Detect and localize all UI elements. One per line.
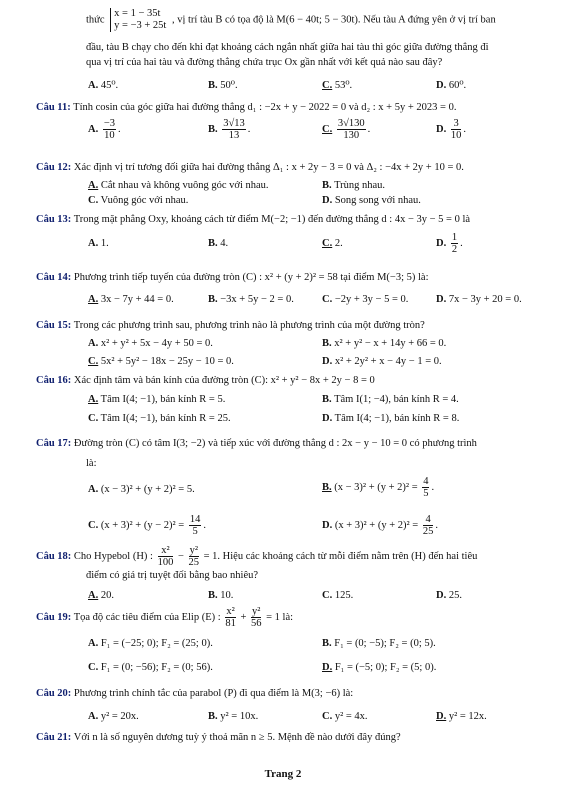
option-b[interactable]: B. −3x + 5y − 2 = 0.: [208, 294, 294, 305]
intro-line-1: [86, 8, 546, 32]
option-a[interactable]: A. $\frac{-3}{10}$ .: [88, 118, 121, 141]
option-d[interactable]: D. $\frac{1}{2}$ .: [436, 232, 463, 255]
question-text: Phương trình tiếp tuyến của đường tròn (C) : x² + (y + 2)² = 58 tại điểm M(−3; 5) là:: [73, 272, 429, 283]
question-15: [36, 318, 536, 333]
option-c[interactable]: C. F₁ = (0; −56); F₂ = (0; 56).: [88, 662, 213, 673]
question-18: Câu 18: Cho Hypebol (H) : $\frac{\text{x²}}{100}$ − $\frac{\text{y²}}{25}$ = 1. Hiệu các khoảng cách từ mỗi điểm nằm trên (H) đến hai tiêu: [36, 545, 478, 568]
question-19: Câu 19: Tọa độ các tiêu điểm của Elip (E) : $\frac{\text{x²}}{81}$ + $\frac{\text{y²}}{56}$ = 1 là:: [36, 606, 294, 629]
option-d[interactable]: D. x² + 2y² + x − 4y − 1 = 0.: [322, 356, 442, 367]
question-text-continued: là:: [86, 458, 97, 469]
system-eq-1: x = 1 − 35t: [114, 8, 161, 19]
question-11: [36, 100, 536, 115]
option-c[interactable]: C. 53⁰.: [322, 80, 353, 91]
question-number: Câu 15:: [36, 320, 72, 331]
option-d[interactable]: D. (x + 3)² + (y + 2)² = $\frac{4}{25}$ .: [322, 514, 438, 537]
question-text: Xác định tâm và bán kính của đường tròn (C): x² + y² − 8x + 2y − 8 = 0: [73, 375, 375, 386]
question-text: = 1 là:: [263, 611, 294, 623]
question-17-options: [36, 476, 536, 552]
question-21: [36, 730, 536, 745]
question-number: Câu 11:: [36, 102, 71, 113]
option-d[interactable]: D. $\frac{3}{10}$ .: [436, 118, 466, 141]
question-text: Tọa độ các tiêu điểm của Elip (E) :: [73, 611, 224, 623]
option-c[interactable]: C. 125.: [322, 590, 354, 601]
option-b[interactable]: B. 50⁰.: [208, 80, 238, 91]
question-text: Cho Hypebol (H) :: [73, 550, 156, 562]
question-text: Đường tròn (C) có tâm I(3; −2) và tiếp xúc với đường thẳng d : 2x − y − 10 = 0 có phương trình: [73, 438, 477, 449]
question-text: Phương trình chính tắc của parabol (P) đi qua điểm là M(3; −6) là:: [73, 688, 354, 699]
question-17: [36, 436, 536, 451]
question-15-options: [36, 336, 536, 370]
intro-options: [36, 78, 536, 93]
option-a[interactable]: A. F₁ = (−25; 0); F₂ = (25; 0).: [88, 638, 213, 649]
system-eq-2: y = −3 + 25t: [114, 20, 167, 31]
question-14: [36, 270, 536, 285]
option-c[interactable]: C. y² = 4x.: [322, 711, 368, 722]
option-c[interactable]: C. (x + 3)² + (y − 2)² = $\frac{14}{5}$ .: [88, 514, 206, 537]
intro-line-3: qua vị trí của hai tàu và đường thẳng chứa trục Ox gần nhất với kết quả nào sau đây?: [86, 57, 443, 68]
question-number: Câu 17:: [36, 438, 72, 449]
option-d[interactable]: D. Tâm I(4; −1), bán kính R = 8.: [322, 413, 460, 424]
question-12: [36, 160, 536, 175]
option-a[interactable]: A. Cắt nhau và không vuông góc với nhau.: [88, 180, 269, 191]
option-b[interactable]: B. F₁ = (0; −5); F₂ = (0; 5).: [322, 638, 436, 649]
question-18-options: [36, 588, 536, 603]
option-b[interactable]: B. Trùng nhau.: [322, 180, 386, 191]
question-16-options: [36, 392, 536, 426]
option-b[interactable]: B. (x − 3)² + (y + 2)² = $\frac{4}{5}$ .: [322, 476, 435, 499]
question-number: Câu 14:: [36, 272, 72, 283]
question-number: Câu 18:: [36, 550, 72, 562]
option-c[interactable]: C. Vuông góc với nhau.: [88, 195, 189, 206]
question-number: Câu 16:: [36, 375, 72, 386]
option-a[interactable]: A. x² + y² + 5x − 4y + 50 = 0.: [88, 338, 213, 349]
option-c[interactable]: C. Tâm I(4; −1), bán kính R = 25.: [88, 413, 231, 424]
question-11-options: [36, 118, 536, 148]
question-text: = 1. Hiệu các khoảng cách từ mỗi điểm nằm trên (H) đến hai tiêu: [201, 550, 478, 562]
question-text: Trong các phương trình sau, phương trình nào là phương trình của một đường tròn?: [73, 320, 425, 331]
question-text: Xác định vị trí tương đối giữa hai đường thẳng Δ₁ : x + 2y − 3 = 0 và Δ₂ : −4x + 2y + 10 = 0.: [73, 162, 464, 173]
option-b[interactable]: B. x² + y² − x + 14y + 66 = 0.: [322, 338, 447, 349]
question-number: Câu 19:: [36, 611, 72, 623]
question-number: Câu 13:: [36, 214, 72, 225]
option-a[interactable]: A. 1.: [88, 238, 109, 249]
option-a[interactable]: A. (x − 3)² + (y + 2)² = 5.: [88, 484, 195, 495]
question-12-options: [36, 178, 536, 210]
option-c[interactable]: C. $\frac{3√130}{130}$ .: [322, 118, 371, 141]
parametric-system: [110, 8, 166, 32]
option-b[interactable]: B. y² = 10x.: [208, 711, 259, 722]
option-d[interactable]: D. Song song với nhau.: [322, 195, 421, 206]
option-d[interactable]: D. 7x − 3y + 20 = 0.: [436, 294, 522, 305]
question-19-options: [36, 636, 536, 676]
question-text: Tính cosin của góc giữa hai đường thẳng d₁ : −2x + y − 2022 = 0 và d₂ : x + 5y + 2023 = 0.: [73, 102, 457, 113]
question-number: Câu 12:: [36, 162, 72, 173]
option-a[interactable]: A. y² = 20x.: [88, 711, 139, 722]
intro-line-2: đầu, tàu B chạy cho đến khi đạt khoảng cách ngắn nhất giữa hai tàu thì góc giữa đường thẳng đi: [86, 42, 489, 53]
option-b[interactable]: B. Tâm I(1; −4), bán kính R = 4.: [322, 394, 459, 405]
option-d[interactable]: D. y² = 12x.: [436, 711, 487, 722]
option-d[interactable]: D. 60⁰.: [436, 80, 467, 91]
page-footer: Trang 2: [264, 768, 302, 780]
option-c[interactable]: C. 5x² + 5y² − 18x − 25y − 10 = 0.: [88, 356, 234, 367]
question-20: [36, 686, 536, 701]
option-a[interactable]: A. 45⁰.: [88, 80, 119, 91]
intro-text: , vị trí tàu B có tọa độ là M(6 − 40t; 5 − 30t). Nếu tàu A đứng yên ở vị trí ban: [171, 14, 496, 26]
option-a[interactable]: A. 20.: [88, 590, 114, 601]
question-text: Với n là số nguyên dương tuỳ ý thoả mãn n ≥ 5. Mệnh đề nào dưới đây đúng?: [73, 732, 401, 743]
question-text-continued: điểm có giá trị tuyệt đối bằng bao nhiêu?: [86, 570, 259, 581]
option-b[interactable]: B. $\frac{3√13}{13}$ .: [208, 118, 251, 141]
option-b[interactable]: B. 4.: [208, 238, 229, 249]
option-a[interactable]: A. Tâm I(4; −1), bán kính R = 5.: [88, 394, 226, 405]
option-b[interactable]: B. 10.: [208, 590, 234, 601]
option-a[interactable]: A. 3x − 7y + 44 = 0.: [88, 294, 174, 305]
option-c[interactable]: C. 2.: [322, 238, 343, 249]
option-d[interactable]: D. F₁ = (−5; 0); F₂ = (5; 0).: [322, 662, 437, 673]
question-14-options: [36, 292, 536, 307]
option-c[interactable]: C. −2y + 3y − 5 = 0.: [322, 294, 409, 305]
question-number: Câu 21:: [36, 732, 72, 743]
question-16: [36, 373, 536, 388]
question-number: Câu 20:: [36, 688, 72, 699]
question-text: Trong mặt phẳng Oxy, khoảng cách từ điểm M(−2; −1) đến đường thẳng d : 4x − 3y − 5 = 0 là: [73, 214, 471, 225]
question-13: [36, 212, 536, 227]
question-20-options: [36, 709, 536, 724]
option-d[interactable]: D. 25.: [436, 590, 462, 601]
intro-text: thức: [86, 14, 105, 26]
question-13-options: [36, 232, 536, 262]
